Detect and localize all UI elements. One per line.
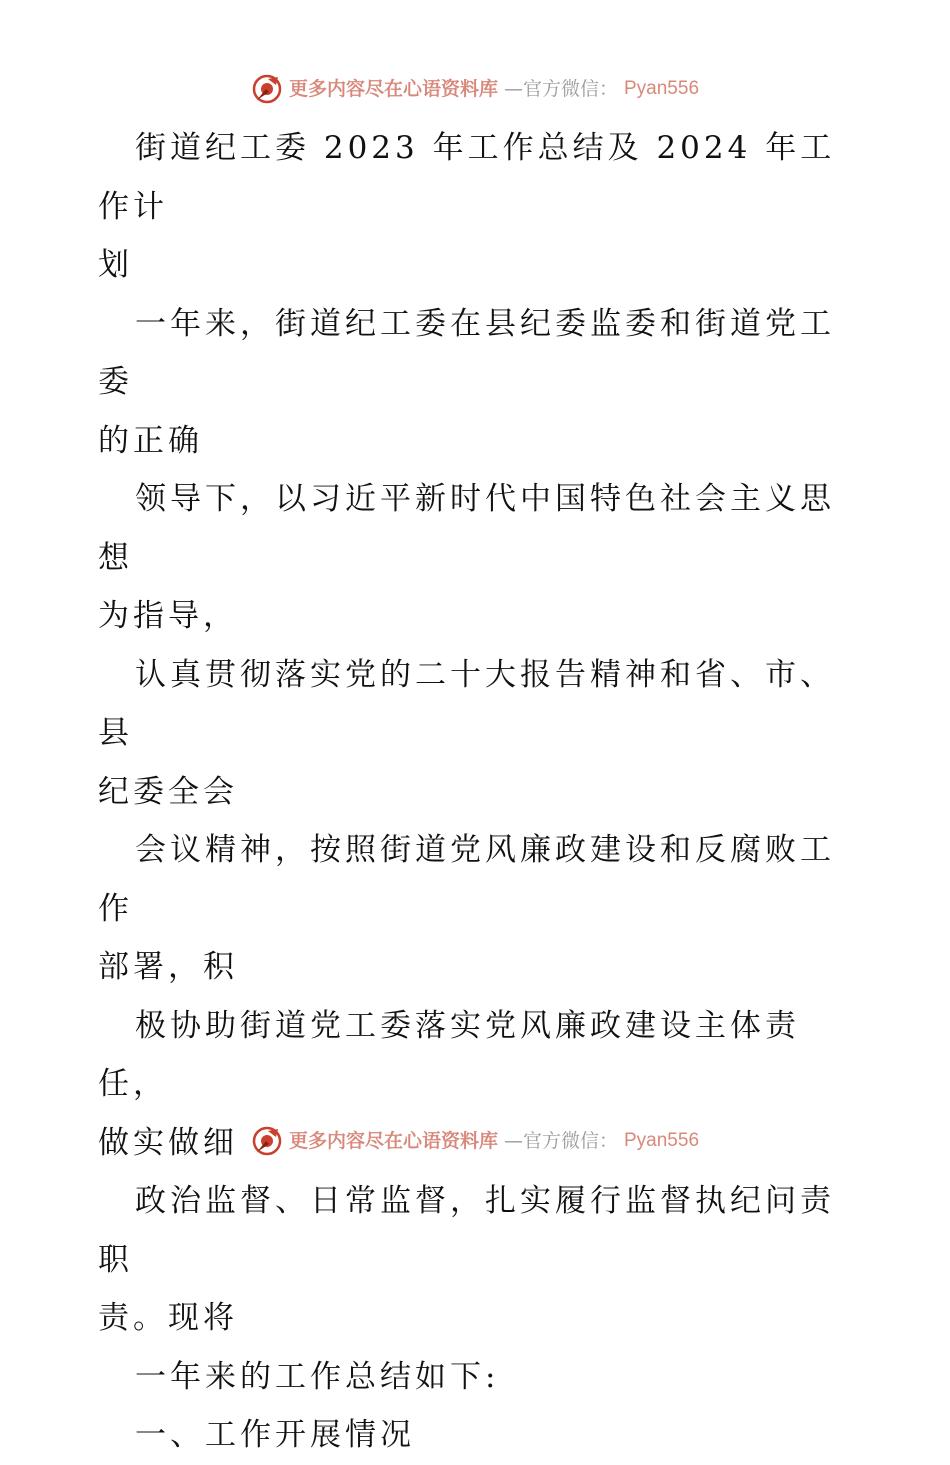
body-paragraph: 一年来的工作总结如下: [135,1358,500,1395]
body-paragraph: 会议精神，按照街道党风廉政建设和反腐败工作 部署，积 [98,832,835,985]
document-body [98,119,858,1465]
body-paragraph: 认真贯彻落实党的二十大报告精神和省、市、县 纪委全会 [98,656,835,810]
body-paragraph: 政治监督、日常监督，扎实履行监督执纪问责职 责。现将 [98,1183,835,1336]
document-title: 街道纪工委 2023 年工作总结及 2024 年工作计 划 [98,130,836,283]
body-paragraph: 领导下，以习近平新时代中国特色社会主义思想 为指导， [98,481,835,634]
watermark-site-text: 更多内容尽在心语资料库 [288,1130,498,1152]
header-watermark [0,73,950,105]
watermark-site-text: 更多内容尽在心语资料库 [288,78,498,100]
body-paragraph: 极协助街道党工委落实党风廉政建设主体责任， 做实做细 [98,1007,800,1161]
watermark-handle: Pyan556 [624,1130,700,1151]
watermark-handle: Pyan556 [624,78,700,99]
watermark-separator: —官方微信： [503,1130,618,1152]
pen-logo-icon [251,73,283,105]
body-paragraph: 一年来，街道纪工委在县纪委监委和街道党工委 的正确 [98,305,835,459]
footer-watermark [0,1125,950,1157]
pen-logo-icon [251,1125,283,1157]
section-heading: 一、工作开展情况 [135,1417,415,1453]
watermark-separator: —官方微信： [503,78,618,100]
